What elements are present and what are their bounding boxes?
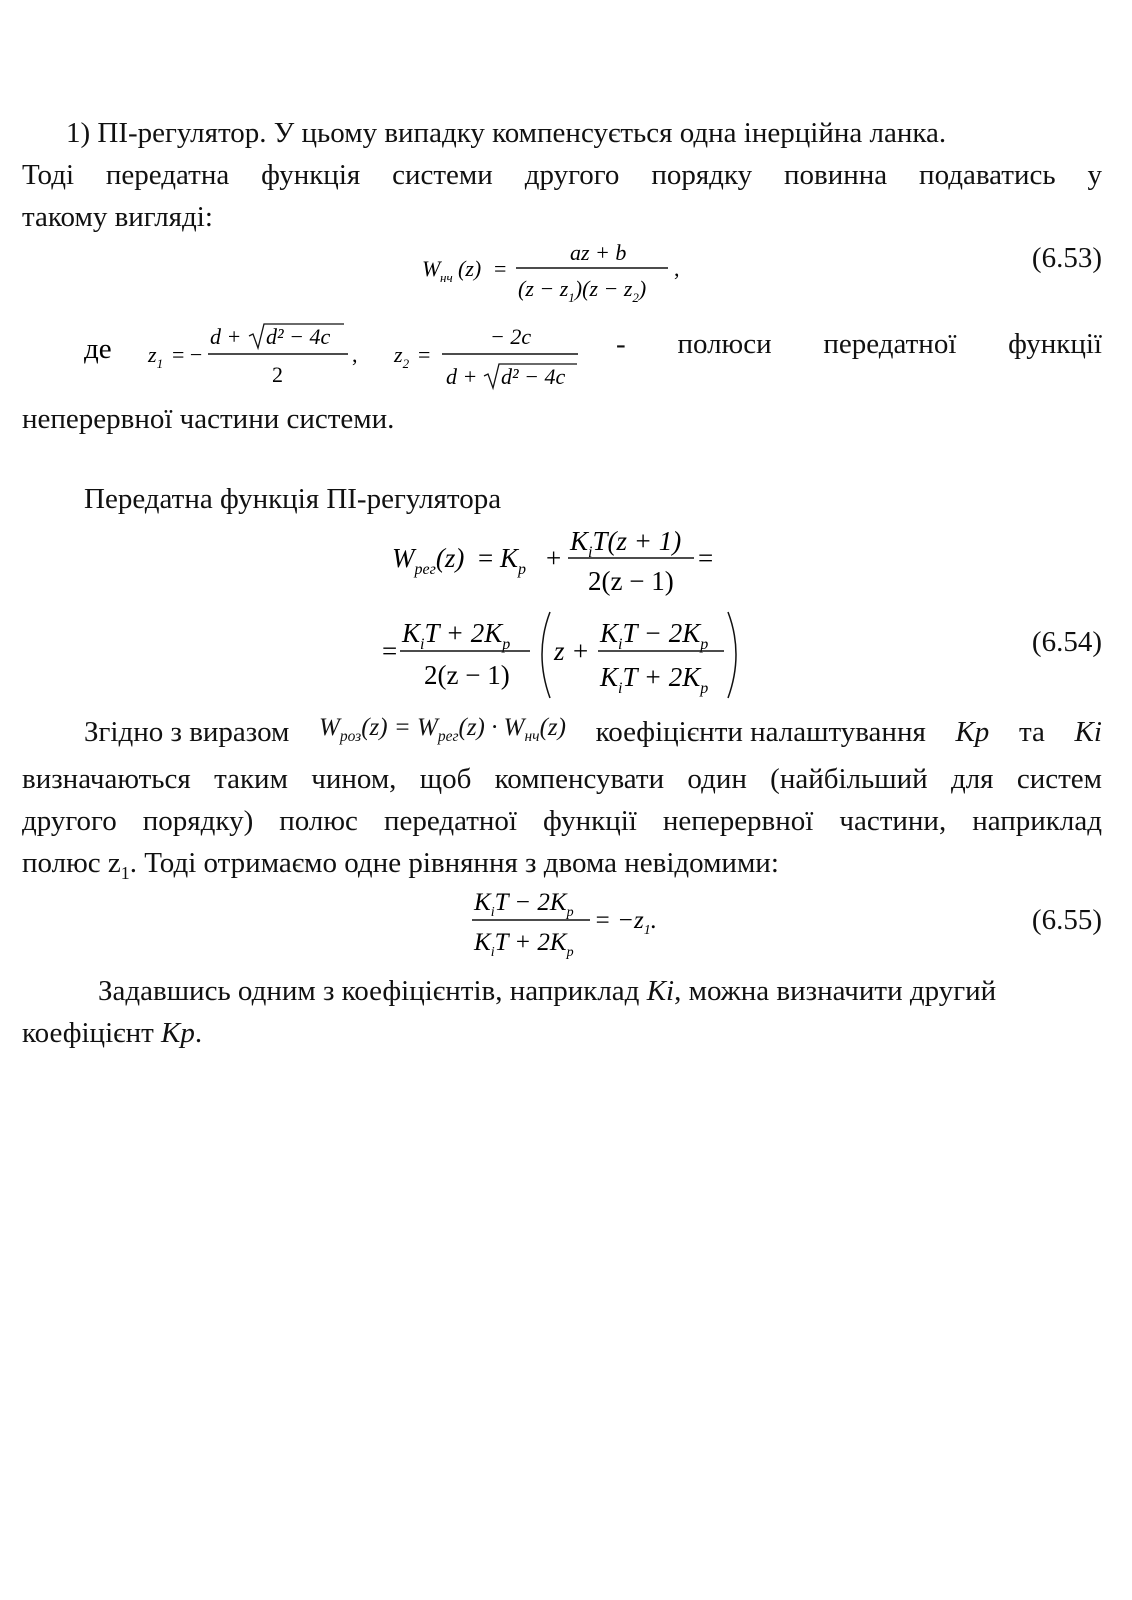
lhs: $W_{рег}(z)$ (392, 543, 465, 578)
paragraph-conclusion (22, 970, 1102, 1054)
z1-denominator: 2 (272, 362, 283, 387)
section-heading: 1) ПІ-регулятор. У цьому випадку компенсується одна інерційна ланка. (66, 117, 947, 149)
denominator: $K_iT + 2K_p$ (600, 662, 709, 697)
plus-sign: + (546, 543, 562, 573)
symbol-W: W (422, 256, 441, 281)
equals-sign: = (698, 543, 714, 573)
symbol-Kp: Kp (955, 716, 990, 748)
denominator: $(z - z_1)(z - z_2)$ (518, 276, 647, 305)
z2-radicand: d² − 4c (501, 364, 566, 389)
paragraph-coefficients (22, 708, 1102, 894)
numerator: $K_iT - 2K_p$ (474, 889, 574, 920)
subscript: нч (440, 270, 453, 285)
left-paren (542, 612, 550, 698)
argument: (z) (458, 256, 482, 281)
numerator: $K_iT(z + 1)$ (570, 526, 682, 561)
equation-6-53-formula (22, 236, 722, 306)
z2-numerator: − 2c (490, 324, 532, 349)
rhs: = $-z_1$. (594, 907, 657, 938)
word: функції (1008, 328, 1102, 360)
poles-caption (616, 328, 1102, 361)
denominator: 2(z − 1) (588, 566, 674, 596)
denominator: $K_iT + 2K_p$ (474, 929, 574, 960)
dash: - (616, 328, 626, 360)
text-line: визначаються таким чином, щоб компенсувати один (найбільший для систем (22, 763, 1102, 795)
symbol-Ki: Ki (1074, 716, 1102, 748)
z2-denominator: d + (446, 364, 478, 389)
paragraph-pi-intro (22, 478, 1102, 520)
poles-formula (22, 314, 582, 394)
text-span: Згідно з виразом (84, 716, 290, 748)
text-line: полюс $z_1$. Тоді отримаємо одне рівняння з двома невідомими: (22, 847, 779, 883)
equation-6-55 (22, 880, 1102, 960)
text-span: коефіцієнти налаштування (595, 716, 926, 748)
equation-number: (6.54) (1031, 626, 1102, 658)
word-de: де (84, 333, 112, 365)
text-line: неперервної частини системи. (22, 403, 395, 435)
equation-6-53 (22, 236, 1102, 306)
text-line: коефіцієнт Kp. (22, 1017, 203, 1049)
text-line: Тоді передатна функція системи другого порядку повинна подаватись у (22, 159, 1102, 191)
comma: , (352, 342, 358, 367)
equation-number: (6.53) (1031, 242, 1102, 274)
z1-label: $z_1$ (148, 342, 164, 371)
paragraph-intro (22, 112, 1102, 238)
text-line (22, 970, 1102, 1012)
equals-sign: = (494, 256, 507, 281)
equals-sign: = (478, 543, 494, 573)
text-span: Задавшись одним з коефіцієнтів, наприклад Ki, можна визначити другий (98, 975, 997, 1007)
numerator: $K_iT - 2K_p$ (600, 618, 709, 653)
right-paren (728, 612, 736, 698)
numerator: az + b (570, 240, 627, 265)
text-line (22, 708, 1102, 756)
text-line: другого порядку) полюс передатної функції неперервної частини, наприклад (22, 805, 1102, 837)
document-page (22, 0, 1102, 1600)
Kp: $K_p$ (500, 543, 527, 578)
z1-radicand: d² − 4c (266, 324, 331, 349)
z1-numerator: d + (210, 324, 242, 349)
numerator: $K_iT + 2K_p$ (402, 618, 511, 653)
text-line: такому вигляді: (22, 201, 213, 233)
z-plus: z + (554, 636, 590, 666)
denominator: 2(z − 1) (424, 660, 510, 690)
text-span: та (1018, 716, 1045, 748)
word: полюси (677, 328, 772, 360)
equation-number: (6.55) (1031, 904, 1102, 936)
z2-label: $z_2$ (394, 342, 410, 371)
text-line (22, 112, 1102, 154)
comma: , (674, 256, 680, 281)
word: передатної (823, 328, 957, 360)
equation-6-55-formula (22, 880, 722, 960)
equation-6-54-formula (22, 520, 782, 710)
equals-sign: = (382, 636, 398, 666)
text-span: Передатна функція ПІ-регулятора (84, 483, 502, 515)
z1-equals: = − (172, 342, 203, 367)
equation-6-54 (22, 520, 1102, 710)
inline-formula: $W_{роз}(z) = W_{рег}(z) \cdot W_{нч}(z)$ (319, 713, 566, 745)
poles-definition (22, 314, 1102, 394)
z2-equals: = (418, 342, 431, 367)
